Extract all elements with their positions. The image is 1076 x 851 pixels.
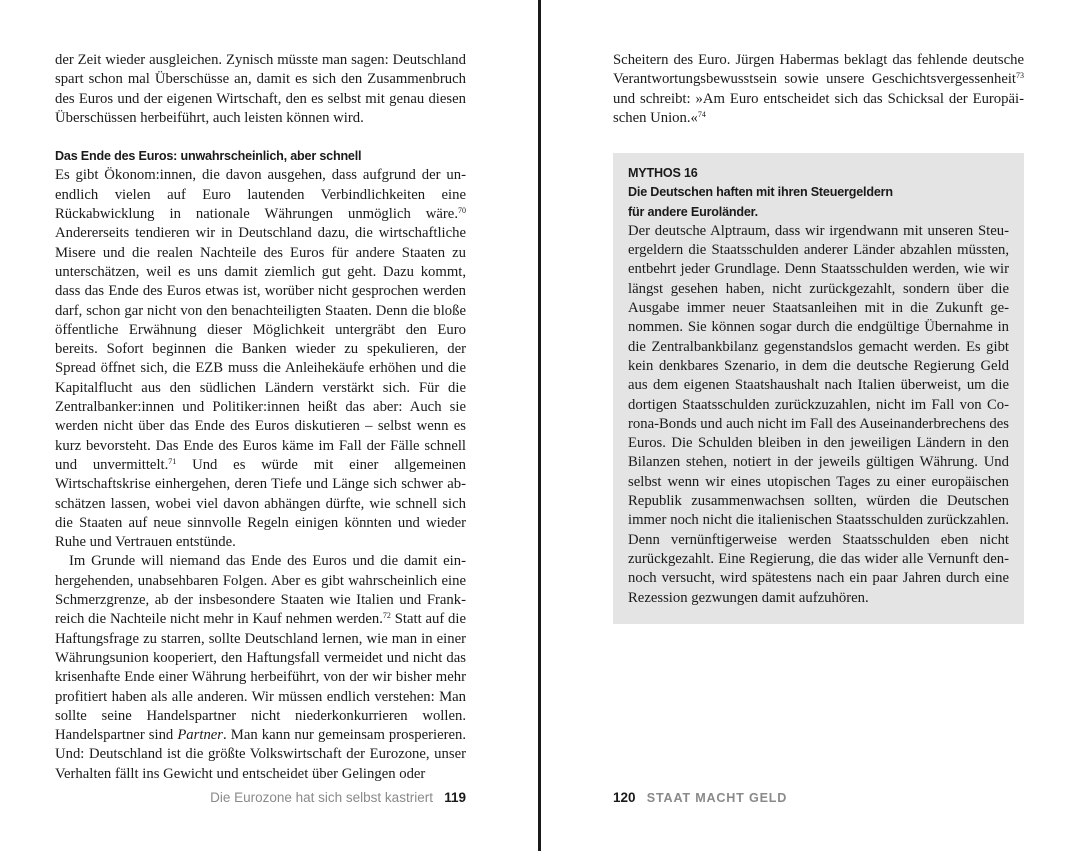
running-head: Die Eurozone hat sich selbst kastriert [210, 790, 433, 805]
footnote-ref[interactable]: 72 [382, 611, 391, 621]
paragraph-text: Andererseits tendieren wir in Deutschland dazu, die wirtschaftliche Misere und die realen Nachteile des Euros für andere Staaten zu unterschätzen, weil es uns damit ziemlich gut geht. Dazu kommt, dass das Ende des Euros etwas ist, worüber nicht gesprochen werden darf, schon gar nicht von den benachteiligten Staaten. Denn die bloße öffentliche Erwähnung dieser Möglichkeit untergräbt den Euro bereits. Sofort beginnen die Banken wieder zu spekulieren, der Spread öffnet sich, die EZB muss die Anleihekäufe erhöhen und die Kapitalflucht aus den südlichen Ländern verstärkt sich. Für die Zentralbanker:innen und Politiker:innen heißt das aber: Auch sie werden nicht über das Ende des Euros diskutieren – selbst wenn es kurz bevorsteht. Das Ende des Euros käme im Fall der Fälle schnell und unvermittelt. [55, 225, 466, 473]
myth-box-content [628, 164, 1009, 608]
myth-title-line: für andere Euroländer. [628, 204, 758, 219]
paragraph [613, 51, 1024, 128]
right-text-column [613, 51, 1024, 128]
paragraph [55, 552, 466, 784]
paragraph [55, 166, 466, 552]
paragraph-text: Im Grunde will niemand das Ende des Euros und die damit einhergehenden, unabsehbaren Folgen. Aber es gibt wahrscheinlich eine Schmerzgrenze, ab der insbesondere Staaten wie Italien und Frankreich die Nachteile nicht mehr in Kauf nehmen werden. [55, 553, 466, 628]
right-page [541, 0, 1076, 851]
footnote-ref[interactable]: 70 [458, 206, 466, 216]
paragraph-text: und schreibt: »Am Euro entscheidet sich das Schicksal der Europäischen Union.« [613, 90, 1024, 126]
footnote-ref[interactable]: 71 [168, 456, 177, 466]
page-number: 120 [613, 790, 636, 805]
footnote-ref[interactable]: 74 [697, 109, 706, 119]
emphasis: Partner [177, 727, 224, 744]
section-subheading: Das Ende des Euros: unwahrscheinlich, aber schnell [55, 149, 362, 164]
paragraph-text: Es gibt Ökonom:innen, die davon ausgehen, dass aufgrund der unendlich vielen auf Euro lautenden Verbindlichkeiten eine Rückabwicklung in nationale Währungen unmöglich wäre. [55, 167, 466, 223]
myth-box [613, 153, 1024, 624]
left-footer [210, 790, 466, 805]
paragraph-text: Scheitern des Euro. Jürgen Habermas beklagt das fehlende deutsche Verantwortungsbewusstsein sowie unsere Geschichtsvergessenheit [613, 52, 1024, 88]
left-text-column [55, 51, 466, 784]
paragraph-text: der Zeit wieder ausgleichen. Zynisch müsste man sagen: Deutschland spart schon mal Überschüsse an, damit es sich den Zusammenbruch des Euros und der eigenen Wirtschaft, den es selbst mit genau diesen Überschüssen herbeiführt, auch leisten können wird. [55, 52, 466, 126]
right-footer [613, 790, 787, 805]
myth-body: Der deutsche Alptraum, dass wir irgendwann mit unseren Steuergeldern die Staatsschulden anderer Länder abzahlen müssten, entbehrt jeder Grundlage. Denn Staatsschulden werden, wie wir längst gesehen haben, nicht zurückgezahlt, sondern über die Ausgabe immer neuer Staatsanleihen mit in die Zukunft genommen. Sie können sogar durch die endgültige Übernahme in die Zentralbankbilanz gegenstandslos gemacht werden. Es gibt kein denkbares Szenario, in dem die deutsche Regierung Geld aus dem eigenen Staatshaushalt nach Italien überweist, um die dortigen Staatsschulden zurückzuzahlen, nicht im Fall von Corona-Bonds und auch nicht im Fall des Auseinanderbrechens des Euros. Die Schulden bleiben in den jeweiligen Ländern in den Bilanzen stehen, notiert in der jeweils gültigen Währung. Und selbst wenn wir eines utopischen Tages zu einer europäischen Republik zusammenwachsen sollten, würden die Deutschen immer noch nicht die italienischen Staatsschulden zurückzahlen. Denn vernünftigerweise werden Staatsschulden eben nicht zurückgezahlt. Eine Regierung, die das wider alle Vernunft dennoch versucht, wird spätestens nach ein paar Jahren durch eine Rezession gezwungen damit aufzuhören. [628, 222, 1009, 606]
footnote-ref[interactable]: 73 [1016, 71, 1024, 81]
running-head: STAAT MACHT GELD [646, 791, 788, 805]
myth-label: MYTHOS 16 [628, 166, 698, 180]
paragraph [55, 51, 466, 128]
page-number: 119 [444, 790, 466, 805]
paragraph-text: . Man kann nur gemeinsam prosperieren. Und: Deutschland ist die größte Volkswirtschaft der Eurozone, unser Verhalten fällt ins Gewicht und entscheidet über Gelingen oder [55, 727, 467, 782]
myth-title-line: Die Deutschen haften mit ihren Steuergeldern [628, 185, 893, 200]
paragraph-text: Statt auf die Haftungsfrage zu starren, sollte Deutschland lernen, wie man in einer Währungsunion kooperiert, den Haftungsfall vermeidet und nicht das krisenhafte Ende einer Währung herbeiführt, von der wir bisher mehr profitiert haben als alle anderen. Wir müssen endlich verstehen: Man sollte seine Handelspartner nicht niederkonkurrieren wollen. Handelspartner sind [55, 611, 466, 744]
paragraph-text: Und es würde mit einer allgemeinen Wirtschaftskrise einhergehen, deren Tiefe und Länge sich schwer abschätzen lassen, wobei viel davon abhängen dürfte, wie schnell sich die Staaten auf neue sinnvolle Regeln einigen könnten und wieder Ruhe und Vertrauen entstünde. [55, 456, 466, 551]
